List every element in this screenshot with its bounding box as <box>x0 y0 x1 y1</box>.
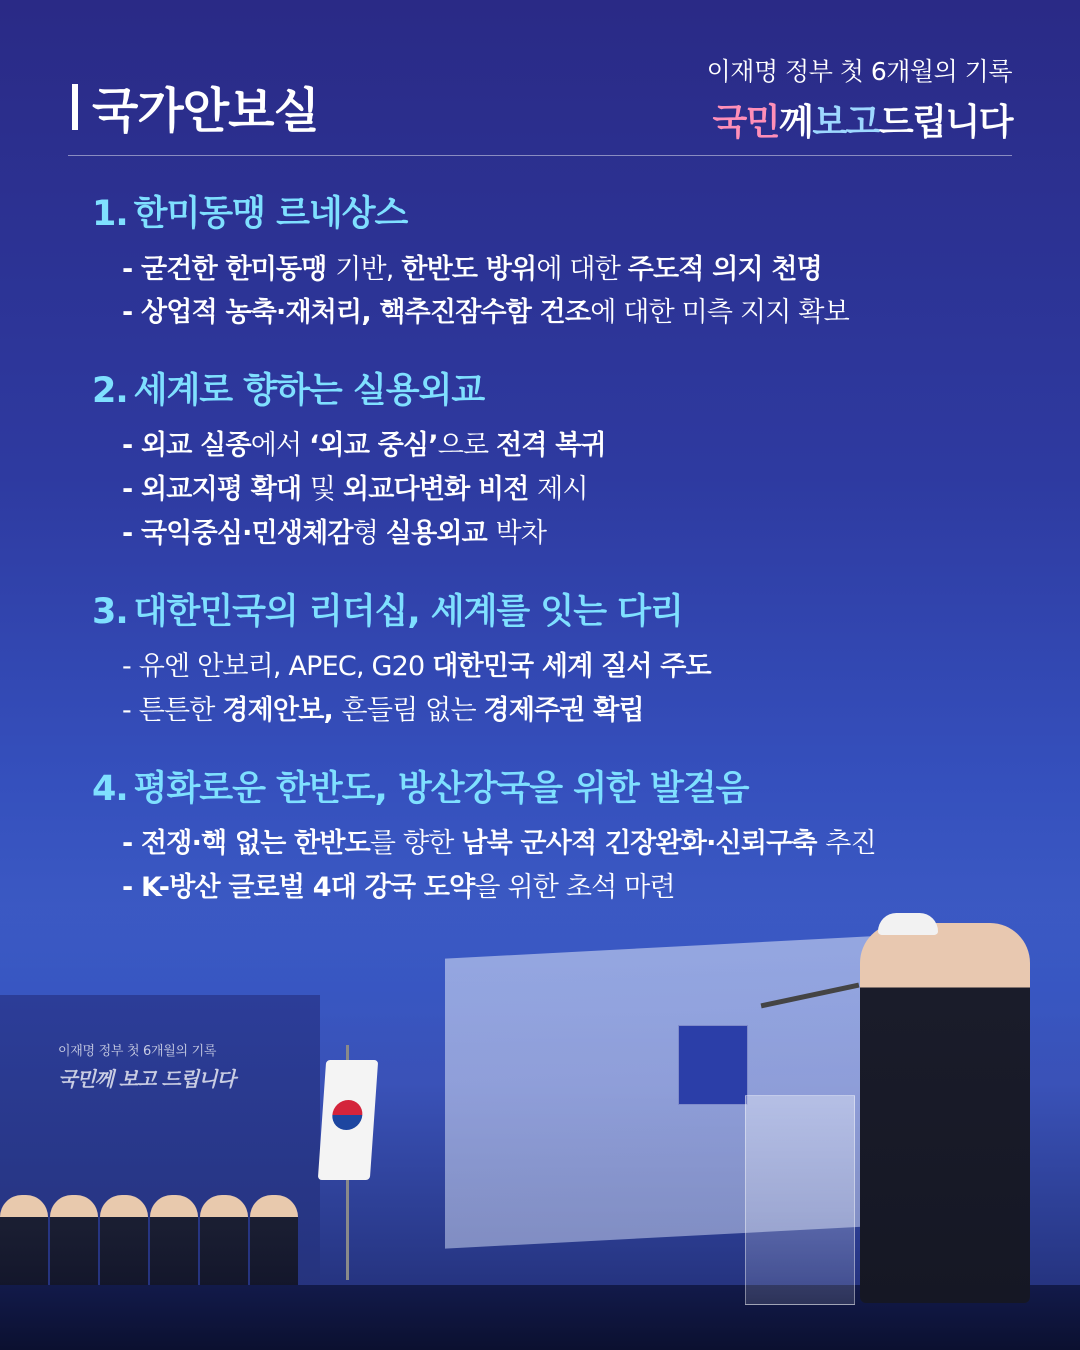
campaign-title-part-3: 보고 <box>812 102 879 143</box>
speaker-head <box>878 913 938 935</box>
section-number: 4. <box>92 768 128 809</box>
bullet-item <box>92 866 1032 910</box>
audience-person <box>100 1195 148 1295</box>
bullet-normal: 에서 <box>250 430 310 462</box>
bullet-item <box>92 424 1032 468</box>
bullet-normal: 및 <box>309 474 343 506</box>
bullet-bold: 경제주권 확립 <box>483 694 644 726</box>
bullet-bold: ‘외교 중심’ <box>309 430 438 462</box>
podium-sign <box>678 1025 748 1105</box>
section-title-text: 세계로 향하는 실용외교 <box>133 370 485 411</box>
bullet-normal: 추진 <box>825 828 876 860</box>
bullet-bold: 경제안보, <box>222 694 342 726</box>
bullet-normal: 를 향한 <box>369 828 462 860</box>
audience-person <box>150 1195 198 1295</box>
audience-person <box>250 1195 298 1295</box>
section-number: 2. <box>92 370 128 411</box>
section-list <box>92 192 1032 944</box>
bullet-item <box>92 468 1032 512</box>
bullet-normal: - 유엔 안보리, APEC, G20 <box>122 651 433 683</box>
bullet-normal: 흔들림 없는 <box>341 694 484 726</box>
bullet-bold: 전격 복귀 <box>496 430 606 462</box>
bullet-item <box>92 822 1032 866</box>
bullet-bold: - 국익중심·민생체감 <box>122 517 353 549</box>
bullet-bold: - 상업적 농축·재처리, 핵추진잠수함 건조 <box>122 297 591 329</box>
bullet-item <box>92 248 1032 292</box>
bullet-item <box>92 291 1032 335</box>
section-number: 1. <box>92 194 128 234</box>
bullet-bold: 대한민국 세계 질서 주도 <box>432 651 711 683</box>
header <box>0 0 1080 160</box>
campaign-title-part-1: 국민 <box>712 102 780 143</box>
section-3 <box>92 590 1032 733</box>
bullet-item <box>92 689 1032 733</box>
backdrop-logo <box>58 1040 235 1092</box>
section-1 <box>92 192 1032 335</box>
section-title <box>92 767 1032 813</box>
bullet-bold: - 굳건한 한미동맹 <box>122 253 336 285</box>
speaker <box>860 923 1030 1303</box>
audience-person <box>50 1195 98 1295</box>
glass-podium <box>745 1095 855 1305</box>
bullet-normal: 에 대한 미측 지지 확보 <box>590 297 849 329</box>
bullet-bold: - K-방산 글로벌 4대 강국 도약 <box>122 871 475 903</box>
section-title-text: 대한민국의 리더십, 세계를 잇는 다리 <box>133 591 683 632</box>
bullet-bold: - 외교지평 확대 <box>122 474 310 506</box>
bullet-bold: 실용외교 <box>385 517 496 549</box>
bullet-bold: 주도적 의지 천명 <box>627 253 822 285</box>
bullet-normal: 박차 <box>495 517 547 549</box>
backdrop-logo-title: 국민께 보고 드립니다 <box>58 1067 235 1091</box>
bullet-normal: 제시 <box>537 474 588 506</box>
event-photo <box>0 905 1080 1350</box>
korean-flag-icon <box>318 1060 378 1180</box>
section-2 <box>92 369 1032 556</box>
campaign-title <box>707 94 1012 145</box>
section-title-text: 한미동맹 르네상스 <box>133 194 408 234</box>
section-title <box>92 192 1032 238</box>
bullet-item <box>92 512 1032 556</box>
audience <box>0 1165 320 1295</box>
bullet-bold: - 외교 실종 <box>122 430 251 462</box>
bullet-normal: 을 위한 초석 마련 <box>474 871 675 903</box>
section-title-text: 평화로운 한반도, 방산강국을 위한 발걸음 <box>133 768 749 809</box>
department-title: 국가안보실 <box>92 83 319 139</box>
header-divider <box>68 155 1012 156</box>
bullet-item <box>92 645 1032 689</box>
department-label <box>72 72 319 141</box>
bullet-normal: 으로 <box>437 430 497 462</box>
bullet-bold: 외교다변화 비전 <box>342 474 538 506</box>
title-bar-icon <box>72 84 78 130</box>
section-title <box>92 369 1032 415</box>
campaign-logo <box>707 52 1012 145</box>
campaign-title-part-2: 께 <box>779 102 813 143</box>
campaign-subtitle: 이재명 정부 첫 6개월의 기록 <box>706 57 1012 86</box>
bullet-normal: - 튼튼한 <box>122 694 223 726</box>
audience-person <box>0 1195 48 1295</box>
bullet-normal: 형 <box>352 517 386 549</box>
bullet-bold: 남북 군사적 긴장완화·신뢰구축 <box>461 828 826 860</box>
section-number: 3. <box>92 591 128 632</box>
bullet-bold: - 전쟁·핵 없는 한반도 <box>122 828 370 860</box>
backdrop-logo-subtitle: 이재명 정부 첫 6개월의 기록 <box>58 1044 217 1059</box>
audience-person <box>200 1195 248 1295</box>
campaign-title-part-4: 드립니다 <box>878 102 1012 143</box>
bullet-bold: 한반도 방위 <box>401 253 537 285</box>
section-title <box>92 590 1032 636</box>
bullet-normal: 기반, <box>335 253 402 285</box>
section-4 <box>92 767 1032 910</box>
bullet-normal: 에 대한 <box>536 253 628 285</box>
